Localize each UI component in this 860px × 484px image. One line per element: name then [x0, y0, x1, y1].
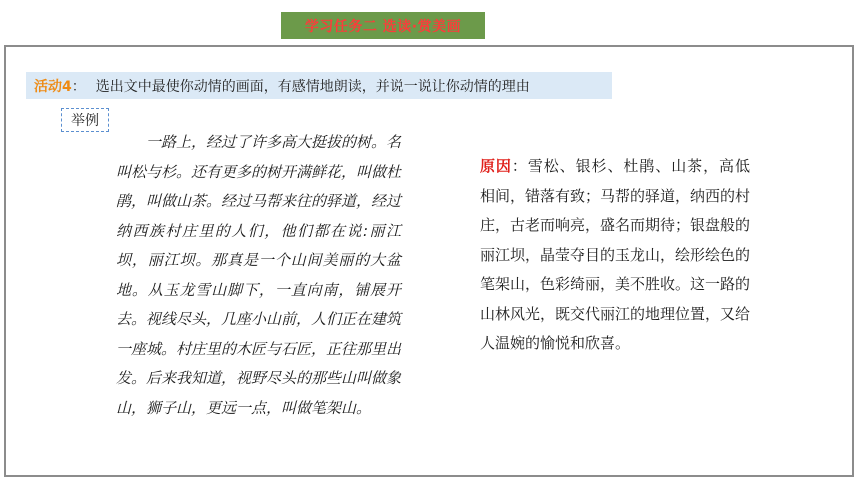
banner-title: 学习任务二 选读·赏美画 [304, 18, 462, 35]
reason-label: 原因 [480, 157, 512, 175]
reason-colon: ： [511, 157, 528, 175]
activity-label: 活动4 [34, 78, 72, 95]
activity-colon: ： [71, 78, 86, 95]
reason-text: 雪松、银杉、杜鹃、山茶，高低相间，错落有致；马帮的驿道，纳西的村庄，古老而响亮，盛名而期待；银盘般的丽江坝，晶莹夺目的玉龙山，绘形绘色的笔架山，色彩绮丽，美不胜收。这一路的山林风光，既交代丽江的地理位置，又给人温婉的愉悦和欣喜。 [480, 157, 751, 352]
activity-instruction: 选出文中最使你动情的画面，有感情地朗读，并说一说让你动情的理由 [95, 78, 530, 95]
example-tag: 举例 [61, 108, 109, 132]
activity-bar [26, 72, 612, 99]
title-banner [281, 12, 485, 39]
passage-excerpt: 一路上，经过了许多高大挺拔的树。名叫松与杉。还有更多的树开满鲜花，叫做杜鹃，叫做山茶。经过马帮来往的驿道，经过纳西族村庄里的人们，他们都在说:丽江坝，丽江坝。那真是一个山间美丽的大盆地。从玉龙雪山脚下，一直向南，铺展开去。视线尽头，几座小山前，人们正在建筑一座城。村庄里的木匠与石匠，正往那里出发。后来我知道，视野尽头的那些山叫做象山，狮子山，更远一点，叫做笔架山。 [116, 133, 402, 417]
reason-paragraph [480, 152, 750, 359]
